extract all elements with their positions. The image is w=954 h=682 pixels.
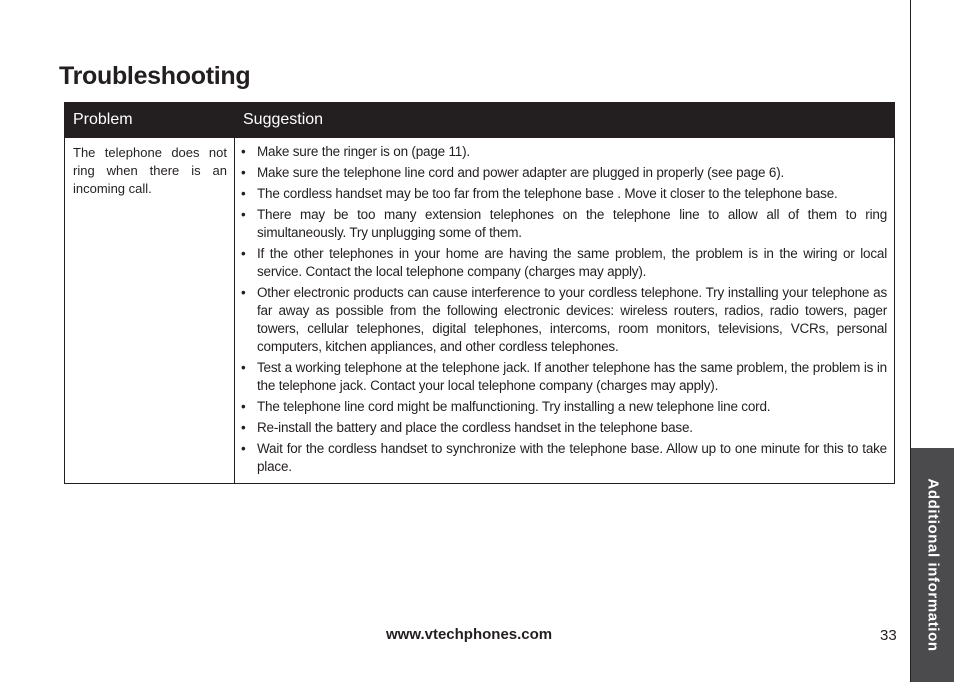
list-item: • Wait for the cordless handset to synchronize with the telephone base. Allow up to one minute for this to take place. [241, 440, 887, 476]
list-item: • Make sure the ringer is on (page 11). [241, 143, 887, 161]
section-tab-label: Additional information [924, 478, 941, 652]
list-item: • Re-install the battery and place the cordless handset in the telephone base. [241, 419, 887, 437]
page-number: 33 [880, 627, 897, 644]
header-suggestion: Suggestion [235, 102, 895, 138]
list-item: • Test a working telephone at the telephone jack. If another telephone has the same problem, the problem is in the telephone jack. Contact your local telephone company (charges may apply). [241, 359, 887, 395]
problem-cell: The telephone does not ring when there is an incoming call. [65, 138, 235, 484]
footer-website-link[interactable]: www.vtechphones.com [386, 626, 553, 643]
troubleshooting-table [64, 102, 895, 484]
suggestion-list [241, 143, 887, 476]
list-item: • The telephone line cord might be malfunctioning. Try installing a new telephone line cord. [241, 398, 887, 416]
section-tab [911, 448, 954, 682]
suggestion-cell [235, 138, 895, 484]
list-item: • Other electronic products can cause interference to your cordless telephone. Try installing your telephone as far away as possible from the following electronic devices: wireless routers, radios, radio towers, pager towers, cellular telephones, digital telephones, intercoms, room monitors, televisions, VCRs, personal computers, kitchen appliances, and other cordless telephones. [241, 284, 887, 356]
page-title: Troubleshooting [59, 62, 251, 90]
list-item: • There may be too many extension telephones on the telephone line to allow all of them to ring simultaneously. Try unplugging some of them. [241, 206, 887, 242]
list-item: • Make sure the telephone line cord and power adapter are plugged in properly (see page 6). [241, 164, 887, 182]
table-header-row [65, 102, 895, 138]
header-problem: Problem [65, 102, 235, 138]
list-item: • If the other telephones in your home are having the same problem, the problem is in the wiring or local service. Contact the local telephone company (charges may apply). [241, 245, 887, 281]
list-item: • The cordless handset may be too far from the telephone base . Move it closer to the telephone base. [241, 185, 887, 203]
table-row [65, 138, 895, 484]
